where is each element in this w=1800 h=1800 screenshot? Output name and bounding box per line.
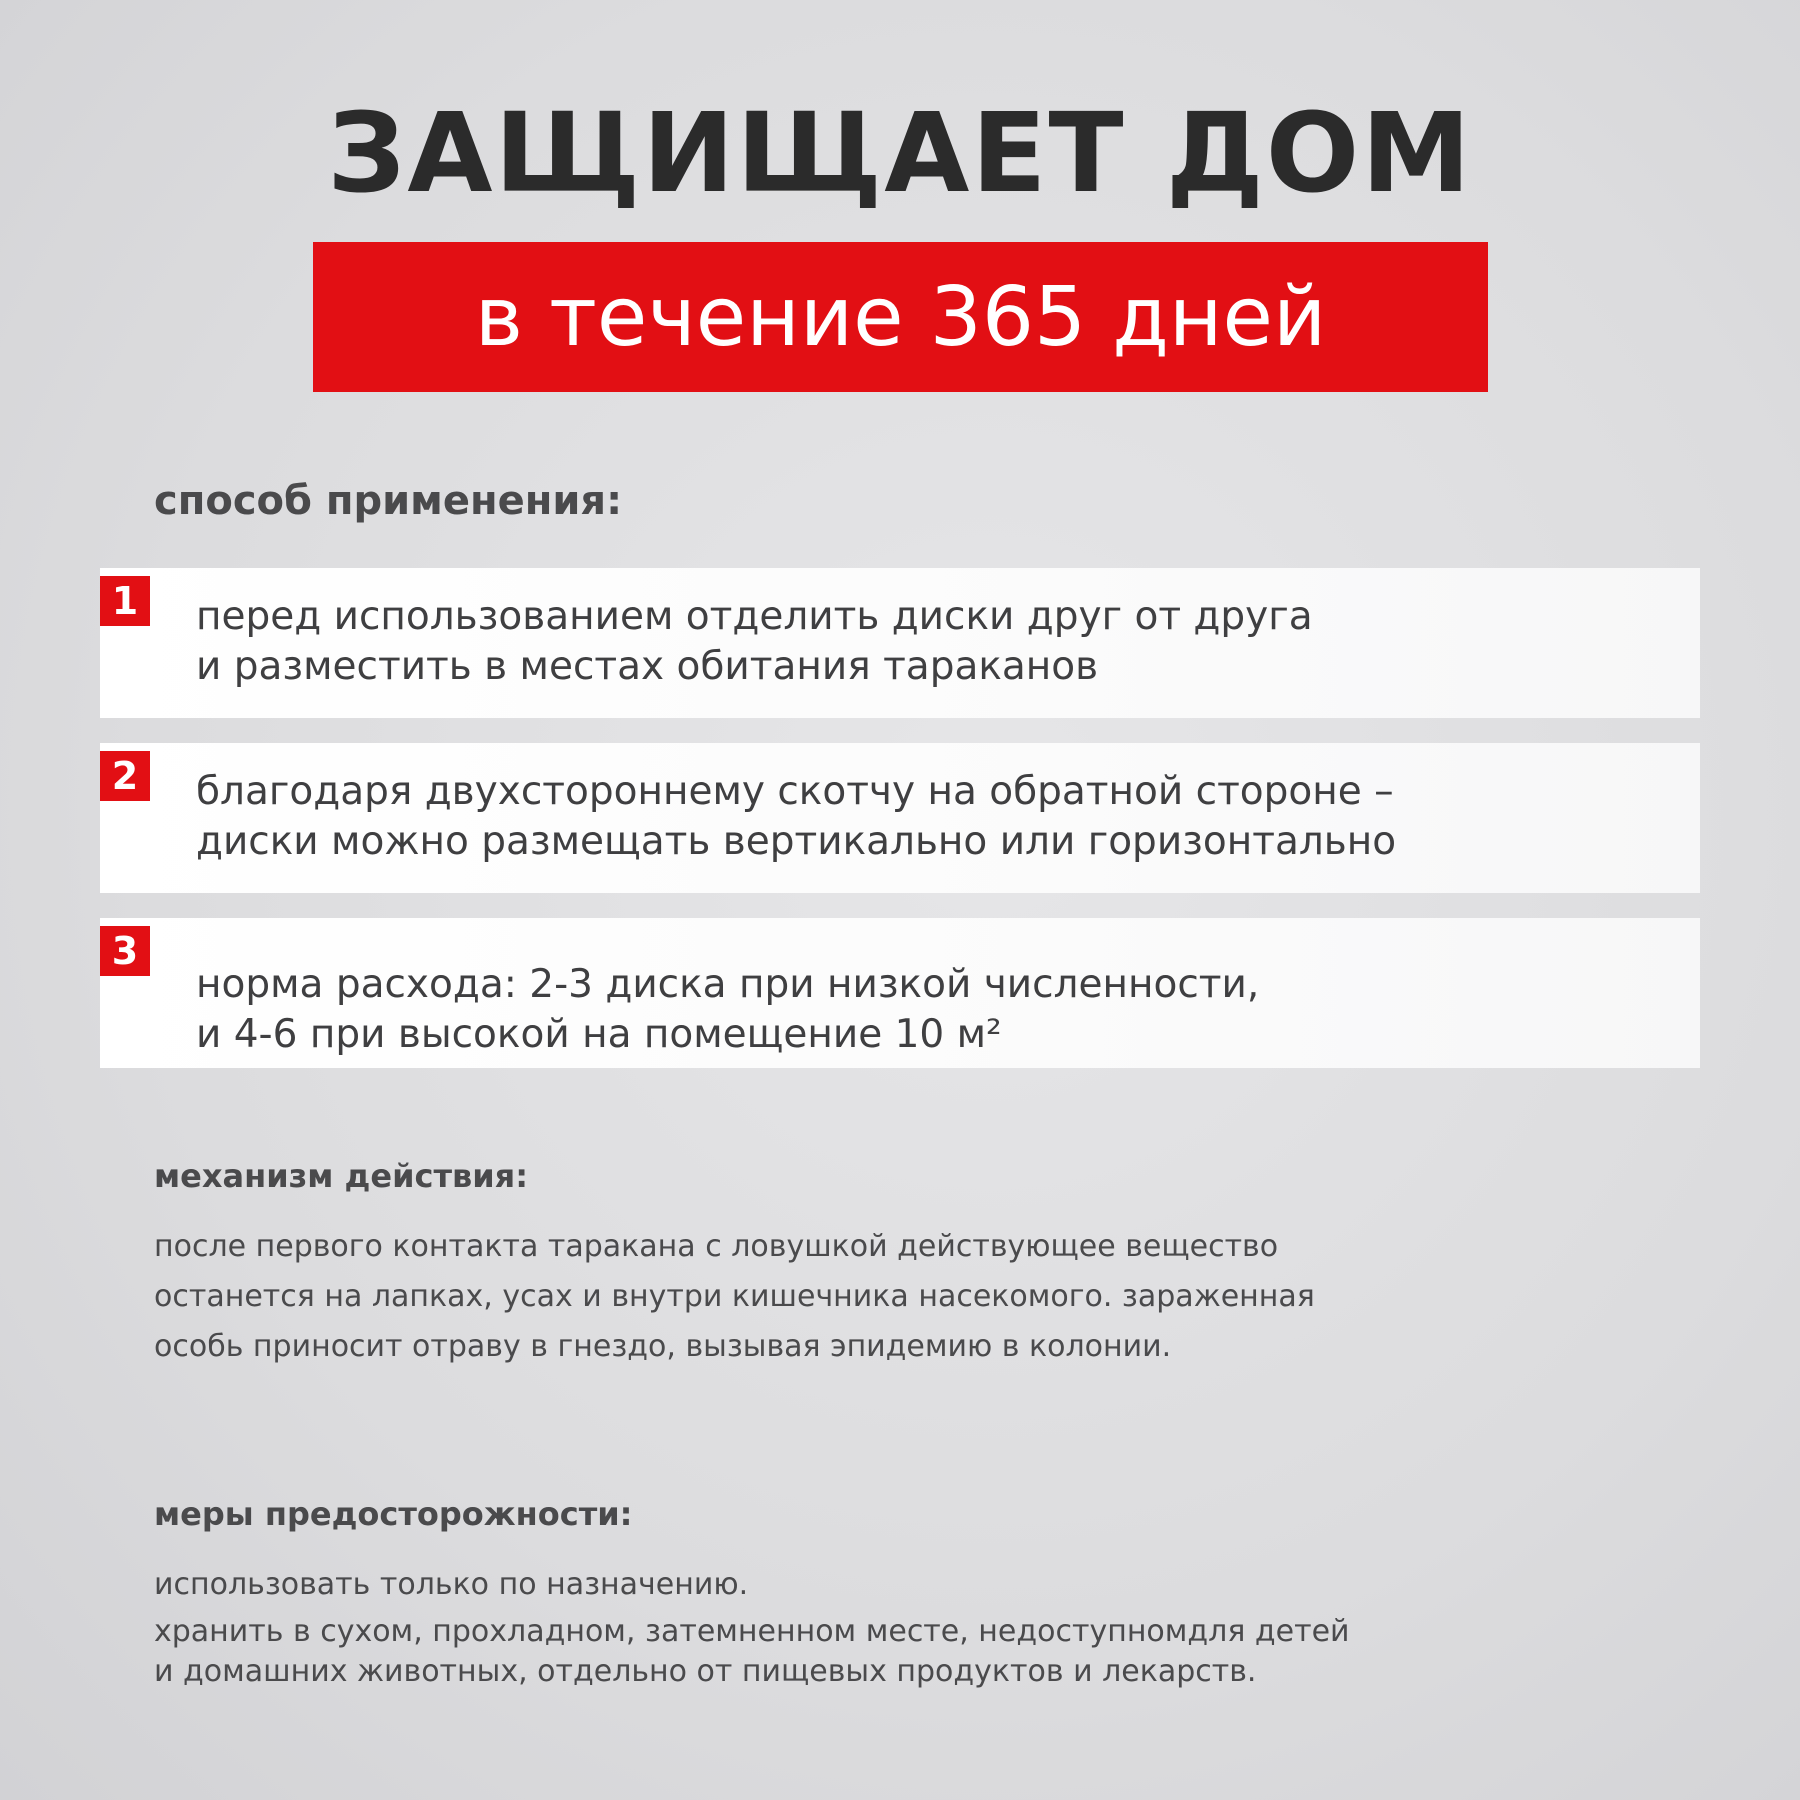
- mechanism-line: после первого контакта таракана с ловушкой действующее вещество: [154, 1229, 1279, 1264]
- step-number-badge: 1: [100, 576, 150, 626]
- step-text: [196, 592, 1313, 692]
- red-banner: [313, 242, 1488, 392]
- banner-text: в течение 365 дней: [474, 269, 1327, 365]
- mechanism-line: останется на лапках, усах и внутри кишечника насекомого. зараженная: [154, 1279, 1315, 1314]
- mechanism-body: [154, 1222, 1315, 1372]
- usage-step-1: [100, 568, 1700, 718]
- step-line: и 4-6 при высокой на помещение 10 м²: [196, 1012, 1002, 1057]
- step-line: благодаря двухстороннему скотчу на обратной стороне –: [196, 769, 1394, 814]
- step-number-badge: 3: [100, 926, 150, 976]
- precautions-storage-line: и домашних животных, отдельно от пищевых продуктов и лекарств.: [154, 1654, 1257, 1689]
- step-line: диски можно размещать вертикально или горизонтально: [196, 819, 1397, 864]
- mechanism-line: особь приносит отраву в гнездо, вызывая эпидемию в колонии.: [154, 1329, 1172, 1364]
- step-line: и разместить в местах обитания тараканов: [196, 644, 1099, 689]
- precautions-line: использовать только по назначению.: [154, 1567, 749, 1602]
- precautions-storage: [154, 1612, 1350, 1692]
- usage-step-3: [100, 918, 1700, 1068]
- usage-title: способ применения:: [154, 478, 623, 524]
- step-number-badge: 2: [100, 751, 150, 801]
- step-text: [196, 767, 1396, 867]
- headline: ЗАЩИЩАЕТ ДОМ: [327, 89, 1473, 217]
- step-line: перед использованием отделить диски друг от друга: [196, 594, 1313, 639]
- precautions-storage-line: хранить в сухом, прохладном, затемненном месте, недоступномдля детей: [154, 1614, 1350, 1649]
- precautions-title: меры предосторожности:: [154, 1495, 633, 1533]
- step-line: норма расхода: 2-3 диска при низкой численности,: [196, 962, 1260, 1007]
- mechanism-title: механизм действия:: [154, 1157, 529, 1195]
- step-text: [196, 960, 1259, 1060]
- usage-step-2: [100, 743, 1700, 893]
